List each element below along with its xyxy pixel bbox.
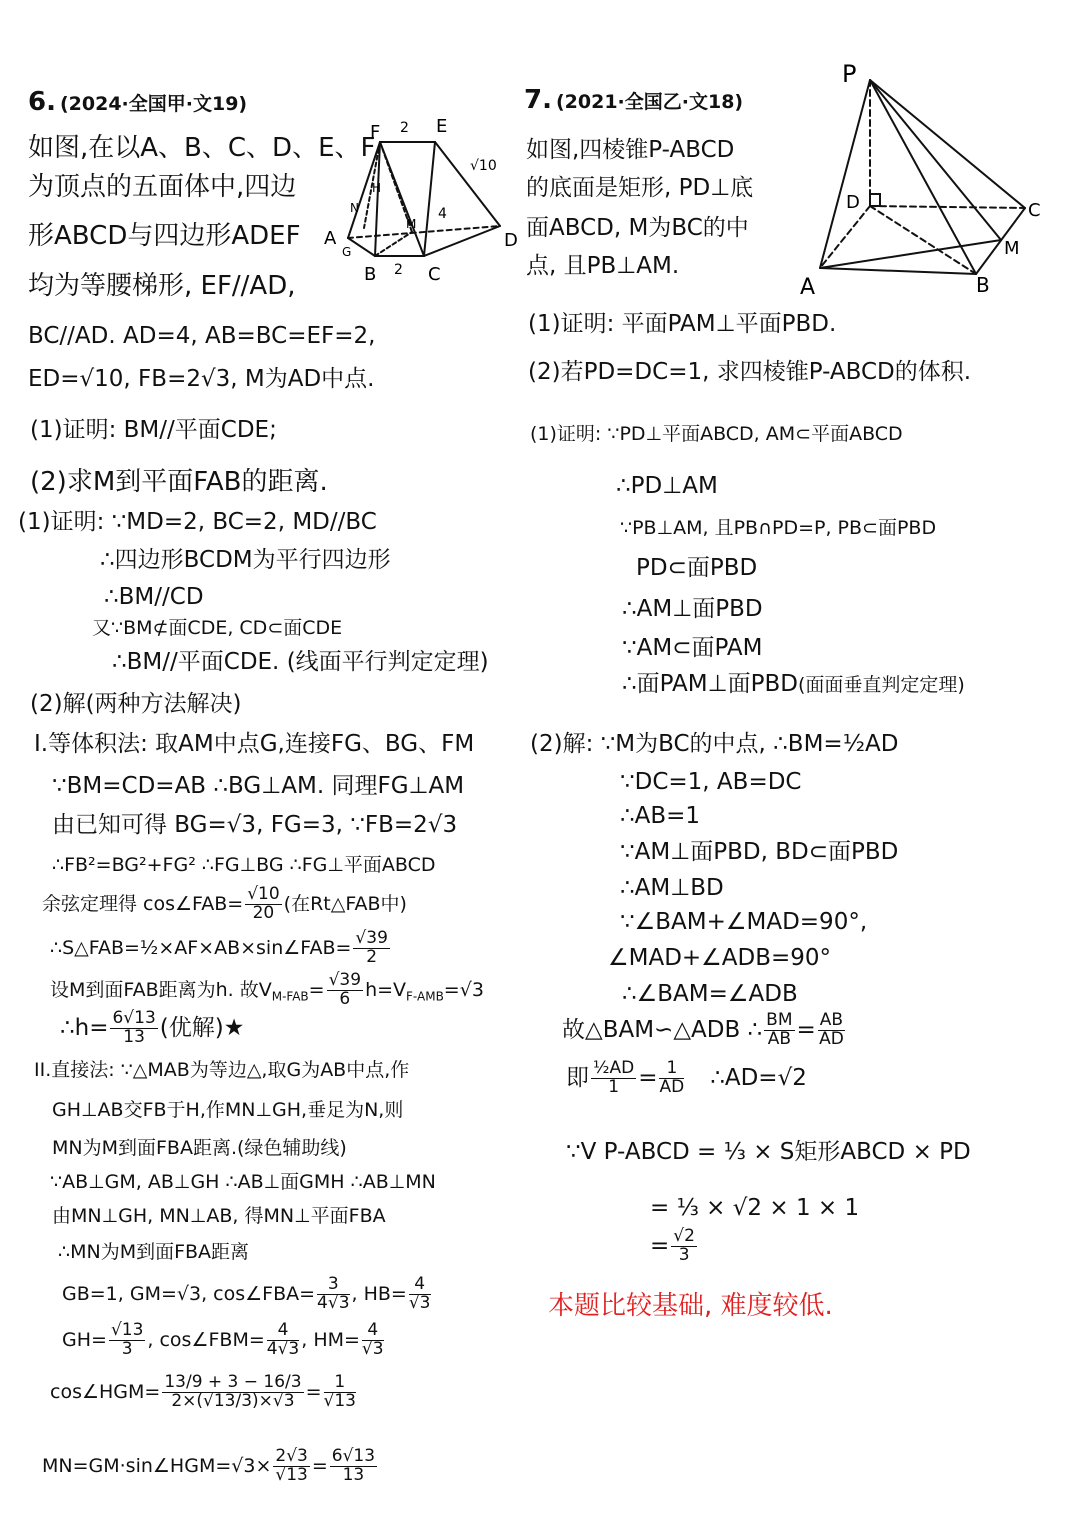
p7-sol2-line-4: ∵AM⊥面PBD, BD⊂面PBD bbox=[620, 839, 899, 865]
p6-stem-line-2: 为顶点的五面体中,四边 bbox=[28, 172, 297, 202]
p6-area-fraction: $\frac{√39}{2}$ bbox=[355, 928, 388, 967]
p7-question-1: (1)证明: 平面PAM⊥平面PBD. bbox=[528, 311, 837, 337]
p7-stem-line-1: 如图,四棱锥P-ABCD bbox=[526, 137, 735, 163]
p7-comment: 本题比较基础, 难度较低. bbox=[548, 1291, 833, 1321]
p7-sol2-line-3: ∴AB=1 bbox=[620, 803, 701, 829]
p7-ji-fraction-2: $\frac{1}{AD}$ bbox=[659, 1058, 685, 1097]
p6-label-E: E bbox=[436, 116, 448, 137]
p7-stem-line-4: 点, 且PB⊥AM. bbox=[526, 253, 680, 279]
p6-label-side-len: √10 bbox=[470, 158, 497, 174]
p6-cos-fab-fraction: $\frac{√10}{20}$ bbox=[247, 884, 280, 923]
p6-label-D: D bbox=[504, 230, 518, 251]
p6-label-C: C bbox=[428, 264, 441, 285]
p6-hb-fraction: $\frac{4}{√3}$ bbox=[408, 1274, 431, 1313]
p6-proof1-line-1: (1)证明: ∵MD=2, BC=2, MD//BC bbox=[18, 509, 377, 535]
p6-question-1: (1)证明: BM//平面CDE; bbox=[30, 417, 277, 443]
p6-cos-hgm-fraction: $\frac{13/9 + 3 - 16/3}{2\times(√13/3)\times√3}$ bbox=[164, 1372, 302, 1411]
p6-label-G: G bbox=[342, 245, 352, 259]
p6-label-top-len: 2 bbox=[400, 120, 409, 136]
p7-sol2-line-8: ∴∠BAM=∠ADB bbox=[622, 981, 798, 1007]
p6-stem-line-1: 如图,在以A、B、C、D、E、F bbox=[28, 133, 376, 163]
p6-gh-fraction: $\frac{√13}{3}$ bbox=[110, 1320, 144, 1359]
p6-label-bottom-len: 2 bbox=[394, 262, 403, 278]
p7-question-2: (2)若PD=DC=1, 求四棱锥P-ABCD的体积. bbox=[528, 359, 972, 385]
p7-proof1-line-5: ∴AM⊥面PBD bbox=[622, 596, 763, 622]
p7-label-A: A bbox=[800, 275, 816, 300]
p6-method2-line-5: 由MN⊥GH, MN⊥AB, 得MN⊥平面FBA bbox=[52, 1205, 386, 1227]
p7-proof1-line-6: ∵AM⊂面PAM bbox=[622, 635, 763, 661]
p6-proof1-conclusion: ∴BM//平面CDE. (线面平行判定定理) bbox=[112, 649, 489, 675]
p6-label-N: N bbox=[350, 201, 359, 215]
p6-method1-line-3: 由已知可得 BG=√3, FG=3, ∵FB=2√3 bbox=[52, 812, 458, 838]
p6-question-2: (2)求M到平面FAB的距离. bbox=[30, 467, 328, 497]
p6-auxiliary-line-note: (绿色辅助线) bbox=[237, 1137, 347, 1159]
p7-proof1-line-3: ∵PB⊥AM, 且PB∩PD=P, PB⊂面PBD bbox=[620, 517, 937, 539]
p6-label-mid-len: 4 bbox=[438, 206, 447, 222]
p7-similar-triangles: 故△BAM∽△ADB ∴ $\frac{BM}{AB}$ = $\frac{AB}{AD}$ bbox=[562, 1010, 844, 1049]
p7-sim-fraction-1: $\frac{BM}{AB}$ bbox=[766, 1010, 793, 1049]
p6-method1-line-2: ∵BM=CD=AB ∴BG⊥AM. 同理FG⊥AM bbox=[52, 773, 465, 799]
p6-pentahedron-figure bbox=[320, 108, 520, 288]
p6-method2-line-3: MN为M到面FBA距离.(绿色辅助线) bbox=[52, 1137, 347, 1159]
p7-source: (2021·全国乙·文18) bbox=[555, 91, 744, 113]
p7-volume-line-1: ∵V P-ABCD = ⅓ × S矩形ABCD × PD bbox=[566, 1139, 971, 1165]
p6-cos-hgm-result: $\frac{1}{√13}$ bbox=[323, 1372, 356, 1411]
p7-number: 7. (2021·全国乙·文18) bbox=[524, 85, 744, 115]
p7-proof1-theorem-note: (面面垂直判定定理) bbox=[798, 674, 965, 696]
p7-sol2-line-2: ∵DC=1, AB=DC bbox=[620, 769, 802, 795]
p7-sol2-line-5: ∴AM⊥BD bbox=[620, 875, 724, 901]
p6-label-F: F bbox=[370, 122, 381, 143]
p7-ad-solve: 即 $\frac{\text{½AD}}{1}$ = $\frac{1}{AD}$ ∴AD=√2 bbox=[566, 1058, 807, 1097]
p6-stem-line-4: 均为等腰梯形, EF//AD, bbox=[28, 271, 296, 301]
p6-method2-line-2: GH⊥AB交FB于H,作MN⊥GH,垂足为N,则 bbox=[52, 1099, 404, 1121]
p7-sim-fraction-2: $\frac{AB}{AD}$ bbox=[819, 1010, 844, 1049]
p6-mn-result: $\frac{6√13}{13}$ bbox=[331, 1446, 376, 1485]
p6-method1-result: ∴h= $\frac{6√13}{13}$ (优解)★ bbox=[60, 1008, 245, 1047]
p7-label-B: B bbox=[976, 273, 990, 297]
p6-label-M: M bbox=[406, 217, 417, 231]
p6-method2-final: MN=GM·sin∠HGM=√3× $\frac{2√3}{√13}$ = $\frac{6√13}{13}$ bbox=[42, 1446, 376, 1485]
p6-source: (2024·全国甲·文19) bbox=[59, 93, 248, 115]
p7-volume-line-2: = ⅓ × √2 × 1 × 1 bbox=[650, 1195, 860, 1221]
p6-method2-cos-hgm: cos∠HGM= $\frac{13/9 + 3 - 16/3}{2\times(√13/3)\times√3}$ = $\frac{1}{√13}$ bbox=[50, 1372, 356, 1411]
p6-part2-title: (2)解(两种方法解决) bbox=[30, 691, 242, 717]
p7-volume-line-3: = $\frac{√2}{3}$ bbox=[650, 1226, 695, 1265]
p6-method2-line-6: ∴MN为M到面FBA距离 bbox=[58, 1241, 250, 1263]
p6-method2-line-1: II.直接法: ∵△MAB为等边△,取G为AB中点,作 bbox=[34, 1059, 410, 1081]
p6-proof1-line-4: 又∵BM⊄面CDE, CD⊂面CDE bbox=[92, 617, 343, 639]
p6-cos-fba-fraction: $\frac{3}{4√3}$ bbox=[317, 1274, 350, 1313]
p7-proof1-conclusion: ∴面PAM⊥面PBD(面面垂直判定定理) bbox=[622, 671, 965, 697]
p6-label-B: B bbox=[364, 264, 377, 285]
p7-volume-result: $\frac{√2}{3}$ bbox=[673, 1226, 695, 1265]
p6-cos-fbm-fraction: $\frac{4}{4√3}$ bbox=[266, 1320, 300, 1359]
p7-proof1-line-4: PD⊂面PBD bbox=[636, 555, 758, 581]
p6-label-H: H bbox=[372, 181, 382, 195]
p7-stem-line-3: 面ABCD, M为BC的中 bbox=[526, 215, 749, 241]
p6-volume-fraction: $\frac{√39}{6}$ bbox=[328, 970, 362, 1009]
p6-stem-line-6: ED=√10, FB=2√3, M为AD中点. bbox=[28, 366, 375, 392]
p6-label-A: A bbox=[324, 228, 337, 249]
p6-method1-area: ∴S△FAB=½×AF×AB×sin∠FAB= $\frac{√39}{2}$ bbox=[50, 928, 388, 967]
p6-method1-volume: 设M到面FAB距离为h. 故$V_{M-FAB}=$ $\frac{√39}{6}$ $h=V_{F-AMB}=√3$ bbox=[50, 970, 484, 1009]
p6-proof1-line-3: ∴BM//CD bbox=[104, 584, 204, 610]
p6-method2-line-4: ∵AB⊥GM, AB⊥GH ∴AB⊥面GMH ∴AB⊥MN bbox=[50, 1171, 436, 1193]
p6-method1-cos: 余弦定理得 cos∠FAB= $\frac{√10}{20}$ (在Rt△FAB中) bbox=[42, 884, 407, 923]
p6-hm-fraction: $\frac{4}{√3}$ bbox=[361, 1320, 384, 1359]
p6-number: 6. (2024·全国甲·文19) bbox=[28, 87, 248, 117]
p7-label-P: P bbox=[842, 60, 857, 88]
p7-stem-line-2: 的底面是矩形, PD⊥底 bbox=[526, 175, 754, 201]
p6-stem-line-3: 形ABCD与四边形ADEF bbox=[28, 221, 301, 251]
p6-stem-line-5: BC//AD. AD=4, AB=BC=EF=2, bbox=[28, 323, 376, 349]
p6-sin-fraction: $\frac{2√3}{√13}$ bbox=[275, 1446, 308, 1485]
p7-proof1-line-1: (1)证明: ∵PD⊥平面ABCD, AM⊂平面ABCD bbox=[530, 423, 903, 445]
p7-proof1-line-2: ∴PD⊥AM bbox=[616, 473, 718, 499]
p7-pyramid-figure bbox=[780, 56, 1050, 300]
p7-sol2-line-6: ∵∠BAM+∠MAD=90°, bbox=[620, 909, 868, 935]
p6-method1-line-4: ∴FB²=BG²+FG² ∴FG⊥BG ∴FG⊥平面ABCD bbox=[52, 854, 436, 876]
p6-method2-values-2: GH= $\frac{√13}{3}$ , cos∠FBM= $\frac{4}{4√3}$ , HM= $\frac{4}{√3}$ bbox=[62, 1320, 384, 1359]
p6-method1-line-1: I.等体积法: 取AM中点G,连接FG、BG、FM bbox=[34, 731, 475, 757]
p7-label-D: D bbox=[846, 192, 860, 213]
p6-proof1-line-2: ∴四边形BCDM为平行四边形 bbox=[100, 547, 391, 573]
p7-sol2-line-1: (2)解: ∵M为BC的中点, ∴BM=½AD bbox=[530, 731, 899, 757]
p6-h-fraction: $\frac{6√13}{13}$ bbox=[112, 1008, 156, 1047]
p7-ji-fraction-1: $\frac{\text{½AD}}{1}$ bbox=[593, 1058, 635, 1097]
p7-sol2-line-7: ∠MAD+∠ADB=90° bbox=[608, 945, 832, 971]
p6-proof1-theorem-note: (线面平行判定定理) bbox=[286, 649, 489, 675]
p7-label-M: M bbox=[1004, 238, 1020, 259]
p6-method2-values-1: GB=1, GM=√3, cos∠FBA= $\frac{3}{4√3}$ , HB= $\frac{4}{√3}$ bbox=[62, 1274, 431, 1313]
p7-label-C: C bbox=[1028, 200, 1041, 221]
